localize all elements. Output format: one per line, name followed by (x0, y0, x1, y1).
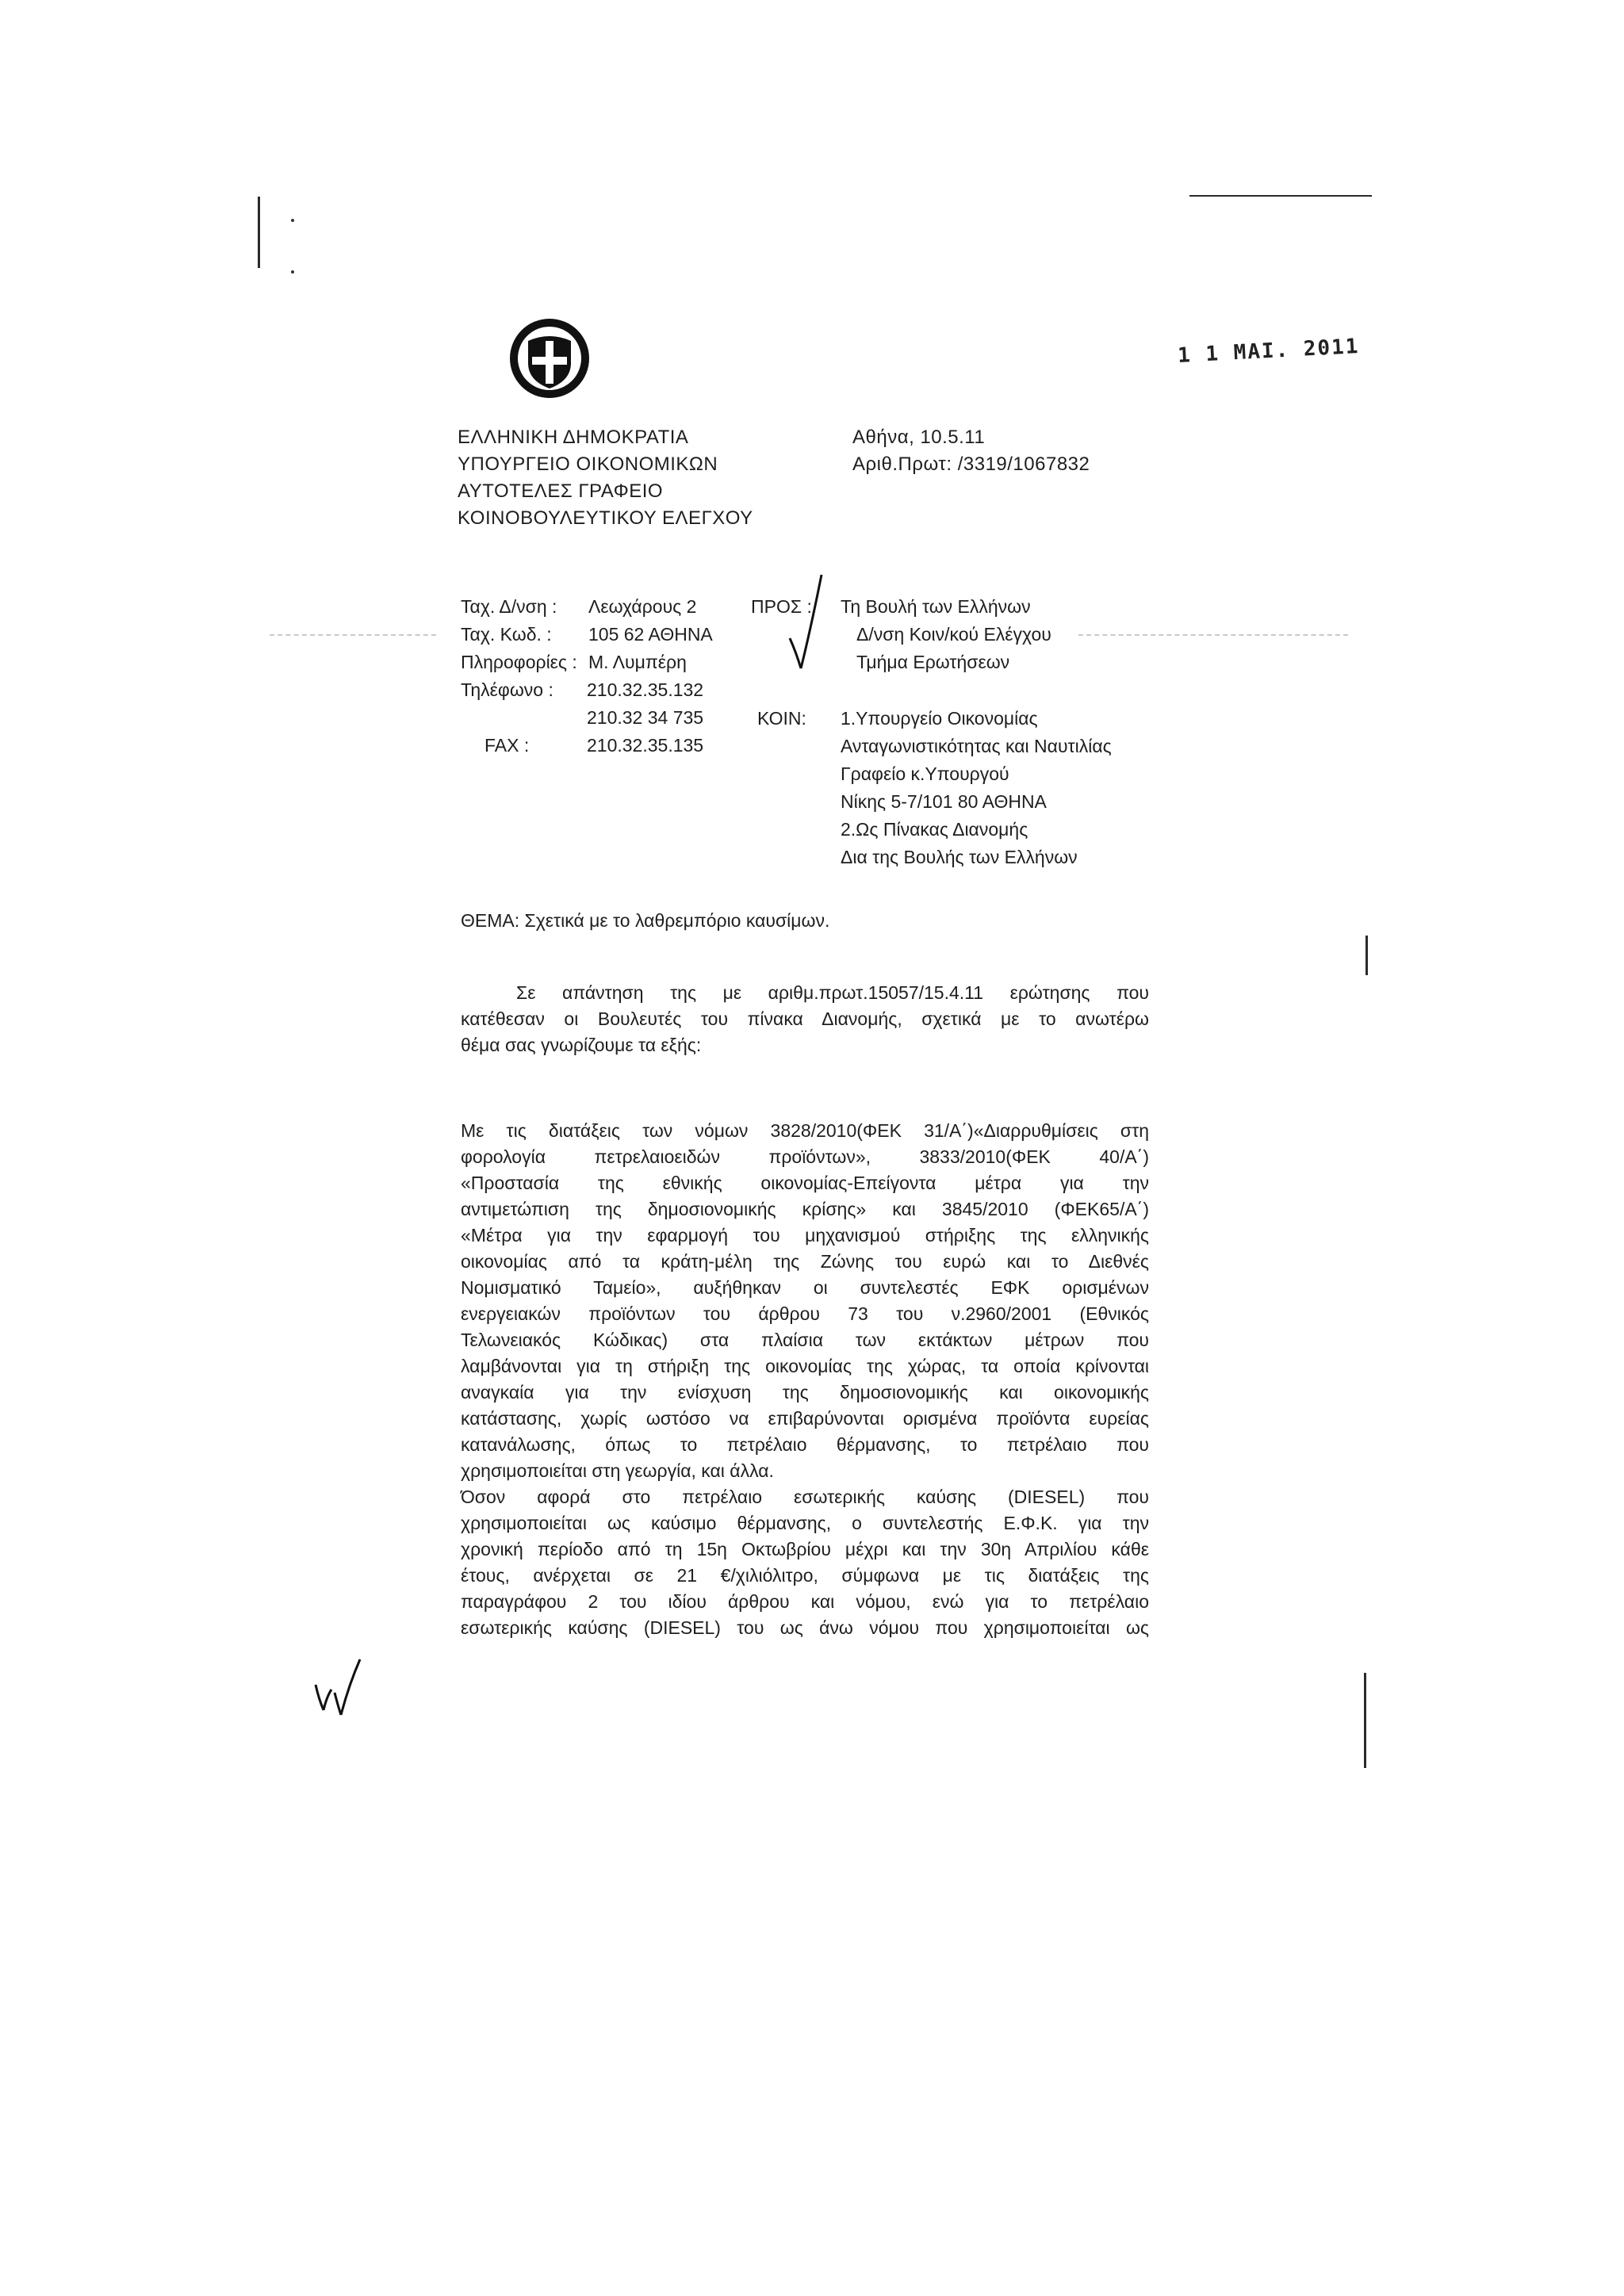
body-line: Νομισματικό Ταμείο», αυξήθηκαν οι συντελεστές ΕΦΚ ορισμένων (461, 1277, 1149, 1298)
body-line: χρησιμοποιείται στη γεωργία, και άλλα. (461, 1460, 774, 1481)
subject-line: ΘΕΜΑ: Σχετικά με το λαθρεμπόριο καυσίμων. (461, 910, 830, 931)
contact-label: Ταχ. Δ/νση : (461, 596, 557, 617)
body-line: λαμβάνονται για τη στήριξη της οικονομίας της χώρας, τα οποία κρίνονται (461, 1356, 1149, 1376)
cc-recipient-line: 1.Υπουργείο Οικονομίας (841, 708, 1038, 729)
fold-line-right (1078, 634, 1348, 636)
sender-block (458, 424, 753, 532)
body-line: «Προστασία της εθνικής οικονομίας-Επείγοντα μέτρα για την (461, 1173, 1149, 1193)
body-line: Τελωνειακός Κώδικας) στα πλαίσια των εκτάκτων μέτρων που (461, 1330, 1149, 1350)
intro-line: κατέθεσαν οι Βουλευτές του πίνακα Διανομής, σχετικά με το ανωτέρω (461, 1008, 1149, 1029)
intro-paragraph (461, 980, 1149, 1058)
body-line: «Μέτρα για την εφαρμογή του μηχανισμού στήριξης της ελληνικής (461, 1225, 1149, 1246)
scan-dot (291, 270, 294, 274)
contact-label: FAX : (485, 735, 530, 756)
intro-line: Σε απάντηση της με αριθμ.πρωτ.15057/15.4.11 ερώτησης που (516, 982, 1149, 1003)
to-recipient-line: Τμήμα Ερωτήσεων (856, 652, 1010, 672)
cc-recipient-line: 2.Ως Πίνακας Διανομής (841, 819, 1028, 840)
body-line: χρονική περίοδο από τη 15η Οκτωβρίου μέχρι και την 30η Απριλίου κάθε (461, 1539, 1149, 1559)
body-line: αναγκαία για την ενίσχυση της δημοσιονομικής και οικονομικής (461, 1382, 1149, 1402)
body-line: αντιμετώπιση της δημοσιονομικής κρίσης» και 3845/2010 (ΦΕΚ65/Α΄) (461, 1199, 1149, 1219)
sender-line: ΕΛΛΗΝΙΚΗ ΔΗΜΟΚΡΑΤΙΑ (458, 427, 689, 448)
contact-label: Τηλέφωνο : (461, 679, 553, 700)
to-recipient-block (841, 593, 1051, 676)
cc-recipient-line: Δια της Βουλής των Ελλήνων (841, 847, 1078, 867)
body-line: χρησιμοποιείται ως καύσιμο θέρμανσης, ο συντελεστής Ε.Φ.Κ. για την (461, 1513, 1149, 1533)
contact-value: 210.32.35.132 (587, 679, 704, 700)
contact-values (588, 593, 713, 760)
fold-line-left (270, 634, 436, 636)
sender-line: ΑΥΤΟΤΕΛΕΣ ΓΡΑΦΕΙΟ (458, 480, 664, 502)
contact-labels (461, 593, 577, 760)
contact-value: 210.32 34 735 (587, 707, 704, 728)
handwritten-initials-mark (311, 1653, 366, 1724)
contact-value: Μ. Λυμπέρη (588, 652, 687, 672)
received-date-stamp: 1 1 MAI. 2011 (1177, 335, 1361, 368)
body-line: Όσον αφορά στο πετρέλαιο εσωτερικής καύσης (DIESEL) που (461, 1487, 1149, 1507)
cc-label: ΚΟΙΝ: (757, 708, 806, 729)
body-line: οικονομίας από τα κράτη-μέλη της Ζώνης του ευρώ και το Διεθνές (461, 1251, 1149, 1272)
scan-edge-right-lower (1364, 1673, 1366, 1768)
to-label: ΠΡΟΣ : (751, 596, 812, 617)
scan-edge-right (1365, 936, 1368, 975)
contact-value: Λεωχάρους 2 (588, 596, 697, 617)
scan-dot (291, 219, 294, 222)
place-date: Αθήνα, 10.5.11 (852, 427, 986, 448)
body-line: έτους, ανέρχεται σε 21 €/χιλιόλιτρο, σύμφωνα με τις διατάξεις της (461, 1565, 1149, 1586)
body-paragraph (461, 1118, 1149, 1641)
contact-value: 210.32.35.135 (587, 735, 704, 756)
scan-edge-top (1189, 195, 1372, 197)
body-line: φορολογία πετρελαιοειδών προϊόντων», 3833/2010(ΦΕΚ 40/Α΄) (461, 1146, 1149, 1167)
contact-label: Ταχ. Κωδ. : (461, 624, 552, 645)
cc-recipient-block (841, 705, 1112, 871)
to-recipient-line: Τη Βουλή των Ελλήνων (841, 596, 1031, 617)
greek-coat-of-arms-logo (508, 317, 591, 400)
cc-recipient-line: Νίκης 5-7/101 80 ΑΘΗΝΑ (841, 791, 1047, 812)
body-line: εσωτερικής καύσης (DIESEL) του ως άνω νόμου που χρησιμοποιείται ως (461, 1617, 1149, 1638)
protocol-number: Αριθ.Πρωτ: /3319/1067832 (852, 453, 1090, 475)
body-line: παραγράφου 2 του ιδίου άρθρου και νόμου, ενώ για το πετρέλαιο (461, 1591, 1149, 1612)
contact-label (461, 704, 577, 732)
date-protocol-block (852, 424, 1090, 478)
handwritten-check-mark (787, 559, 834, 678)
body-line: κατάστασης, χωρίς ωστόσο να επιβαρύνονται ορισμένα προϊόντα ευρείας (461, 1408, 1149, 1429)
body-line: Με τις διατάξεις των νόμων 3828/2010(ΦΕΚ 31/Α΄)«Διαρρυθμίσεις στη (461, 1120, 1149, 1141)
body-line: κατανάλωσης, όπως το πετρέλαιο θέρμανσης, το πετρέλαιο που (461, 1434, 1149, 1455)
intro-line: θέμα σας γνωρίζουμε τα εξής: (461, 1035, 702, 1055)
cc-recipient-line: Ανταγωνιστικότητας και Ναυτιλίας (841, 736, 1112, 756)
scan-edge-left (258, 197, 260, 268)
sender-line: ΥΠΟΥΡΓΕΙΟ ΟΙΚΟΝΟΜΙΚΩΝ (458, 453, 718, 475)
contact-value: 105 62 ΑΘΗΝΑ (588, 624, 713, 645)
to-recipient-line: Δ/νση Κοιν/κού Ελέγχου (856, 624, 1051, 645)
contact-label: Πληροφορίες : (461, 652, 577, 672)
sender-line: ΚΟΙΝΟΒΟΥΛΕΥΤΙΚΟΥ ΕΛΕΓΧΟΥ (458, 507, 753, 529)
body-line: ενεργειακών προϊόντων του άρθρου 73 του ν.2960/2001 (Εθνικός (461, 1303, 1149, 1324)
cc-recipient-line: Γραφείο κ.Υπουργού (841, 763, 1009, 784)
